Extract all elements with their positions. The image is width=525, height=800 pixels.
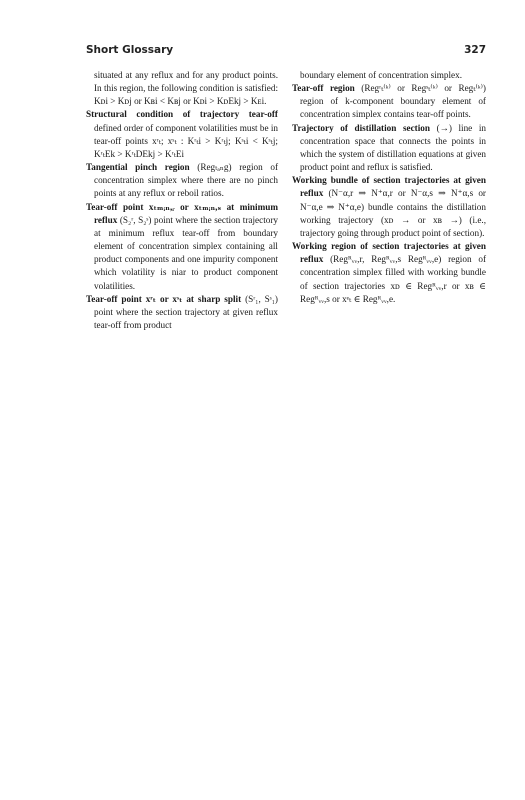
glossary-entry — [86, 201, 278, 293]
glossary-entry — [86, 293, 278, 332]
entry-term: Working region of section trajectories at given reflux — [292, 241, 486, 265]
entry-term: Structural condition of trajectory tear-off — [86, 109, 278, 120]
entry-term: Working bundle of section trajectories at given reflux — [292, 175, 486, 199]
entry-definition: (Sʳ₁, Sˢ₁) point where the section trajectory at given reflux tear-off from product — [94, 293, 278, 330]
entry-definition: (N⁻α,r ⇒ N⁺α,r or N⁻α,s ⇒ N⁺α,s or N⁻α,e ⇒ N⁺α,e) bundle contains the distillation working trajectory (xᴅ → or xʙ →) (i.e., trajectory going through product point of section). — [300, 188, 486, 238]
entry-definition: boundary element of concentration simplex. — [300, 70, 463, 80]
entry-definition: (Regₜₐₙg) region of concentration simplex where there are no pinch points at any reflux or reboil ratios. — [94, 162, 278, 199]
page-number: 327 — [464, 44, 486, 56]
glossary-entry — [292, 240, 486, 306]
entry-definition: (→) line in concentration space that connects the points in which the system of distillation equations at given product point and reflux is satisfied. — [300, 122, 486, 173]
running-header — [86, 44, 486, 60]
entry-definition: situated at any reflux and for any product points. In this region, the following condition is satisfied: Kᴅi > Kᴅj or Kʙi < Kʙj or Kᴅi > KᴅEkj > Kᴇi. — [94, 70, 278, 107]
glossary-entry — [292, 82, 486, 121]
entry-definition: defined order of component volatilities must be in tear-off points xʳₜ; xˢₜ : Kʳₜi > Kʳₜj; Kˢₜi < Kˢₜj; KʳₜEk > KʳₜDEkj > KʳₜEi — [94, 122, 278, 159]
glossary-entry — [86, 108, 278, 161]
glossary-entry — [292, 69, 486, 82]
entry-term: Tear-off region — [292, 83, 355, 94]
glossary-entry — [86, 161, 278, 200]
entry-term: Trajectory of distillation section — [292, 122, 430, 133]
entry-term: Tear-off point xʳₜ or xˢₜ at sharp split — [86, 293, 242, 304]
running-title: Short Glossary — [86, 44, 174, 56]
entry-definition: (Regʳₜ⁽ᵏ⁾ or Regˢₜ⁽ᵏ⁾ or Regₜ⁽ᵏ⁾) region of k-component boundary element of concentration simplex contains tear-off points. — [300, 83, 486, 120]
entry-term: Tear-off point xₜₘᵢₙ,ᵣ or xₜₘᵢₙ,ₛ at minimum reflux — [86, 201, 278, 225]
glossary-entry — [86, 69, 278, 108]
left-column — [86, 69, 278, 332]
entry-definition: (S₂ʳ, S₂ˢ) point where the section trajectory at minimum reflux tear-off from boundary element of concentration simplex containing all product components and one impurity component which volatility is niar to product component volatilities. — [94, 214, 278, 291]
glossary-entry — [292, 122, 486, 175]
entry-definition: (Regᴿᵥᵥ,r, Regᴿᵥᵥ,s Regᴿᵥᵥ,e) region of concentration simplex filled with working bundle of section trajectories xᴅ ∈ Regᴿᵥᵥ,r or xʙ ∈ Regᴿᵥᵥ,s or xᵉₜ ∈ Regᴿᵥᵥ,e. — [300, 254, 486, 304]
entry-term: Tangential pinch region — [86, 162, 190, 173]
glossary-entry — [292, 174, 486, 240]
right-column — [292, 69, 486, 306]
